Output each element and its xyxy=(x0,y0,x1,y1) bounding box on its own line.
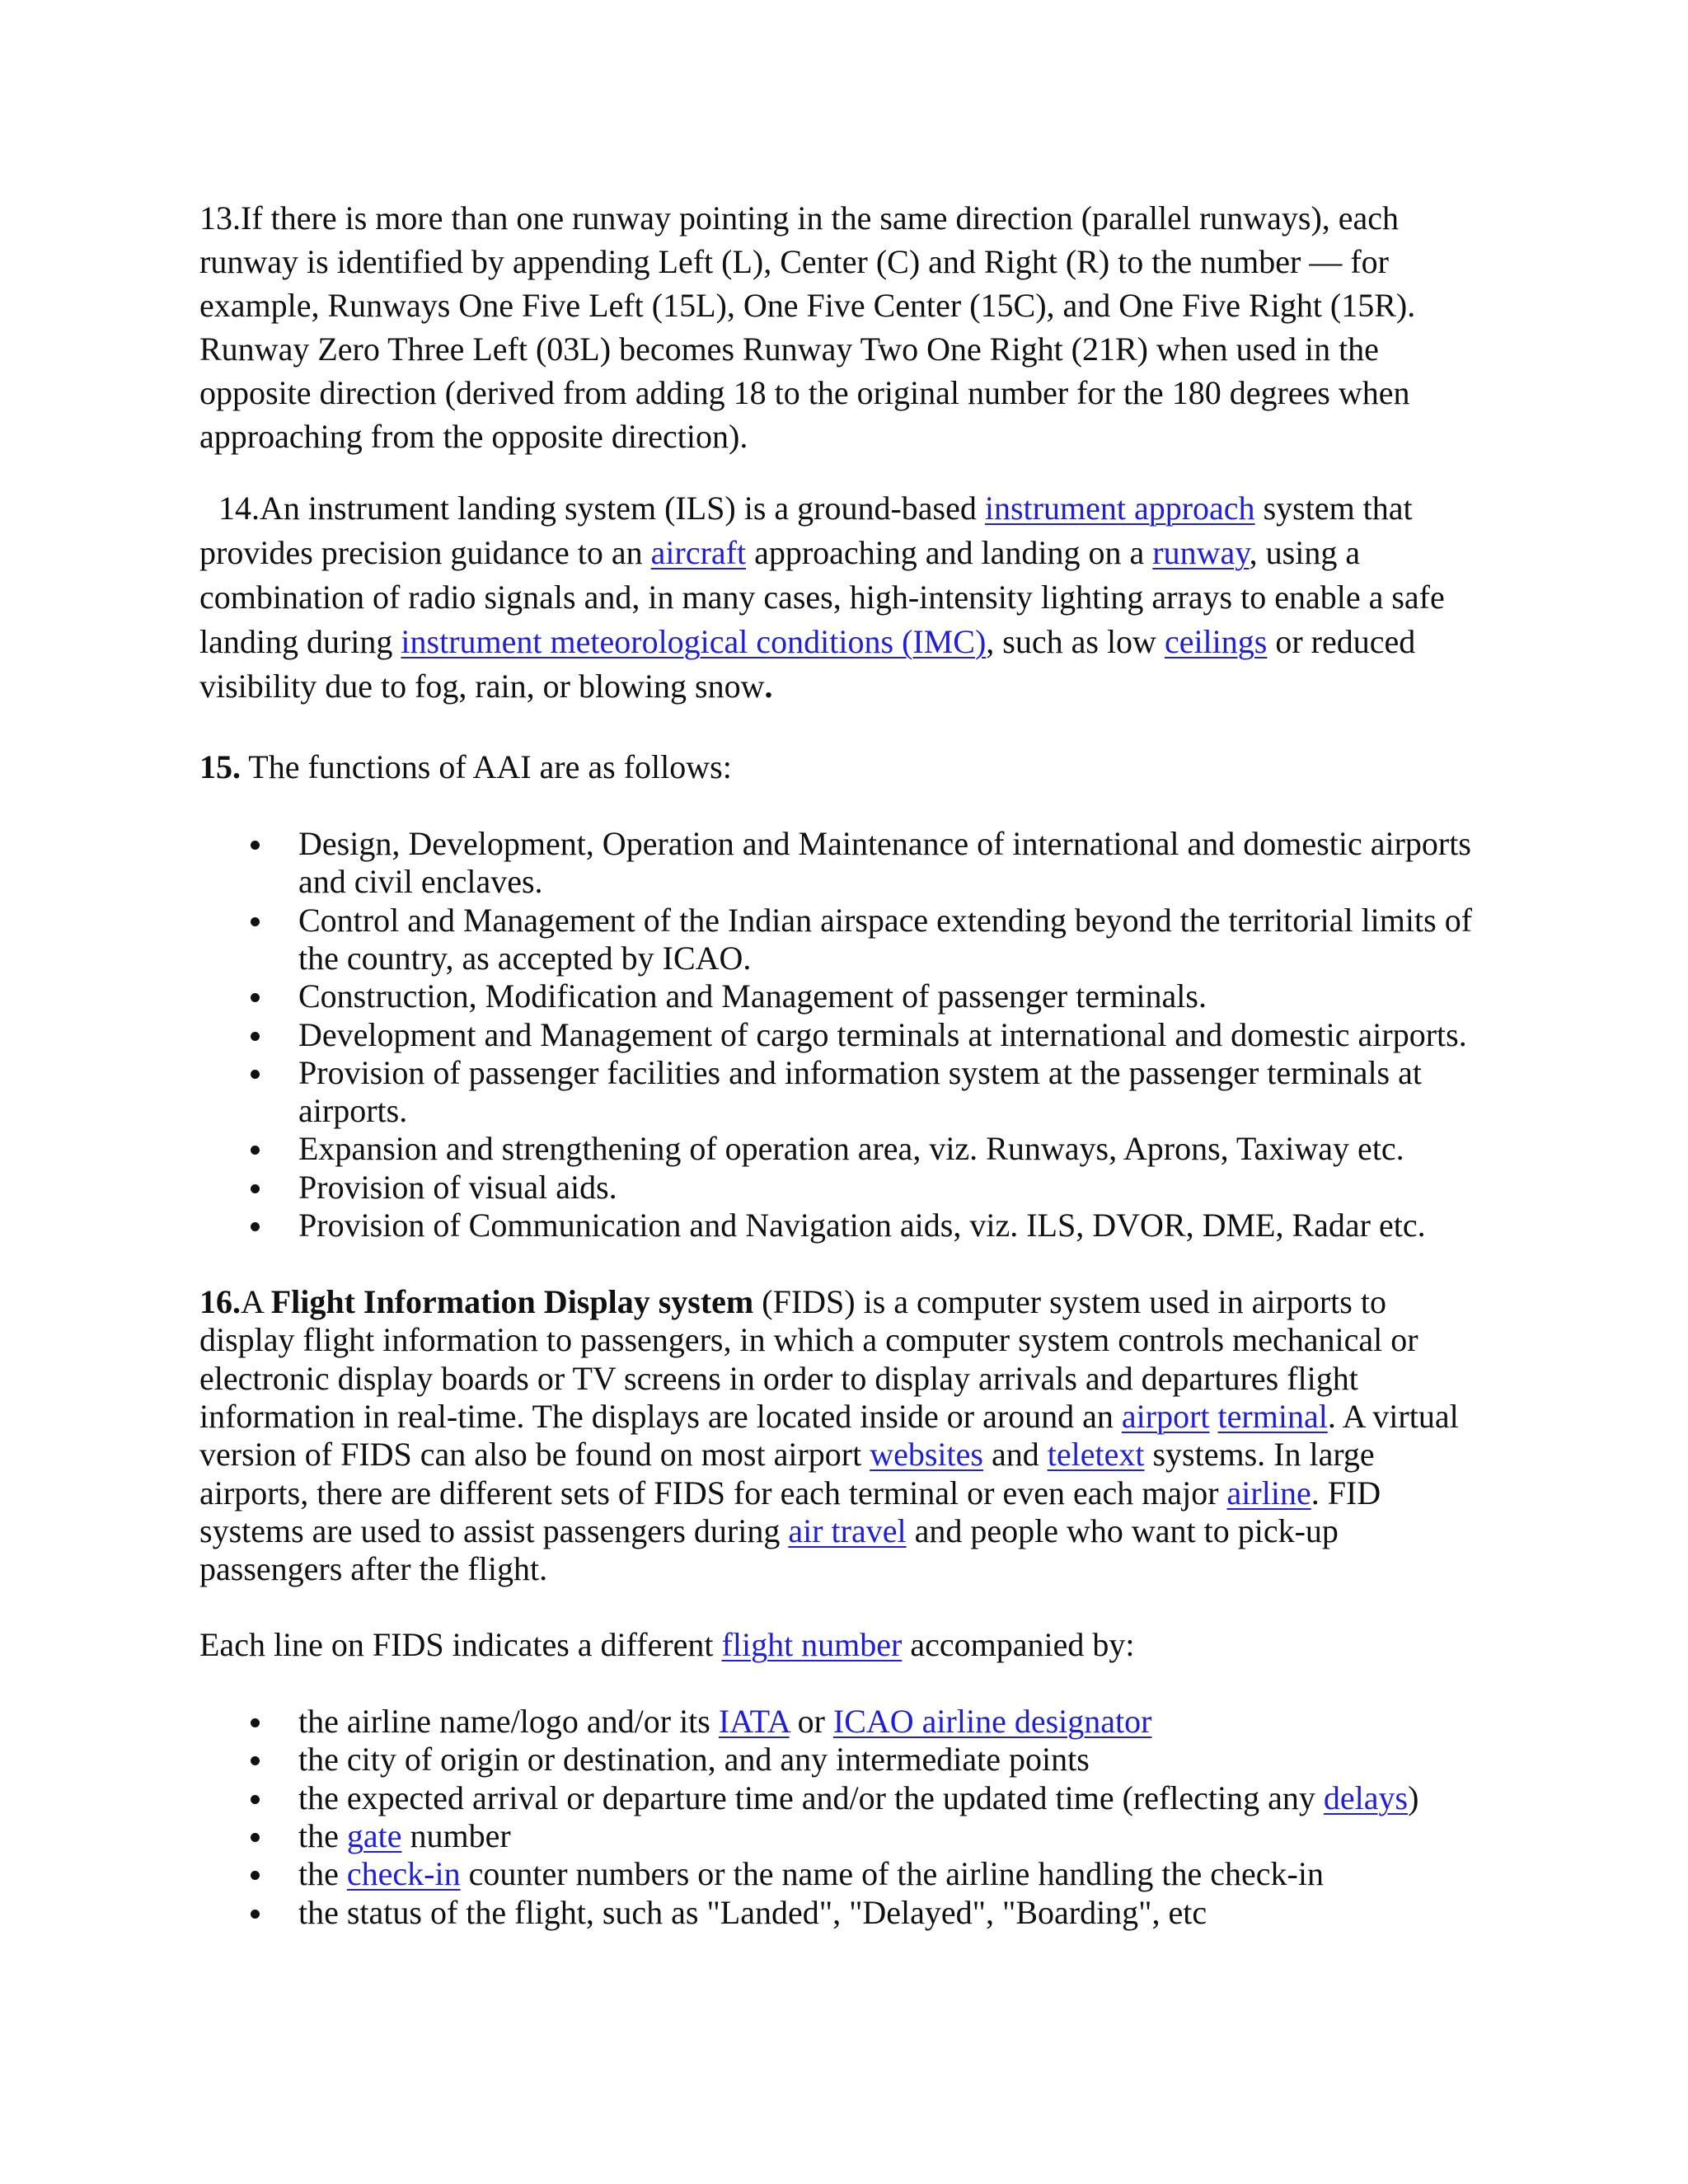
text-line xyxy=(199,1282,1386,1322)
text-run: Control and Management of the Indian airspace extending beyond the territorial limits of xyxy=(298,901,1473,939)
text-line xyxy=(199,1474,1381,1513)
bullet-icon xyxy=(251,1070,260,1079)
text-run: airports. xyxy=(298,1092,408,1130)
bold-text: . xyxy=(764,668,773,705)
text-run: (FIDS) is a computer system used in airports to xyxy=(753,1283,1386,1320)
link-air-travel[interactable]: air travel xyxy=(788,1511,907,1549)
text-line xyxy=(199,417,748,457)
text-line xyxy=(199,533,1360,573)
link-websites[interactable]: websites xyxy=(870,1436,983,1474)
text-line xyxy=(199,1397,1459,1436)
text-run: Runway Zero Three Left (03L) becomes Runway Two One Right (21R) when used in the xyxy=(199,330,1379,368)
text-run: A xyxy=(241,1283,271,1320)
text-line xyxy=(199,1359,1358,1399)
list-item-line xyxy=(298,824,1471,864)
text-run: The functions of AAI are as follows: xyxy=(241,748,732,785)
text-line xyxy=(199,667,773,706)
text-run: systems are used to assist passengers during xyxy=(199,1511,789,1549)
text-run: or xyxy=(789,1703,833,1740)
bullet-icon xyxy=(251,1184,260,1193)
list-item-line xyxy=(298,901,1472,940)
text-run: the airline name/logo and/or its xyxy=(298,1703,719,1740)
bullet-icon xyxy=(251,841,260,850)
text-run: or reduced xyxy=(1267,623,1416,660)
bullet-icon xyxy=(251,1222,260,1231)
list-item-line xyxy=(298,1206,1426,1245)
bold-text: 15. xyxy=(199,748,241,785)
link-check-in[interactable]: check-in xyxy=(346,1855,461,1893)
text-run: the xyxy=(298,1816,347,1854)
text-run: , such as low xyxy=(986,623,1165,660)
bullet-icon xyxy=(251,917,260,926)
text-line xyxy=(199,286,1415,326)
link-terminal[interactable]: terminal xyxy=(1217,1397,1328,1435)
link-instrument-approach[interactable]: instrument approach xyxy=(984,490,1255,527)
text-run: the city of origin or destination, and any intermediate points xyxy=(298,1741,1090,1779)
list-item-line xyxy=(298,977,1207,1016)
text-run: the status of the flight, such as "Landed", "Delayed", "Boarding", etc xyxy=(298,1893,1207,1931)
text-run: system that xyxy=(1254,490,1413,527)
text-run: 14.An instrument landing system (ILS) is a ground-based xyxy=(218,490,985,527)
text-run: . FID xyxy=(1311,1474,1381,1511)
text-run: Each line on FIDS indicates a different xyxy=(199,1626,722,1663)
list-item-line xyxy=(298,1816,511,1856)
text-line xyxy=(199,622,1415,662)
bullet-icon xyxy=(251,1833,260,1842)
link-delays[interactable]: delays xyxy=(1323,1779,1409,1816)
text-line xyxy=(199,373,1409,413)
text-run: display flight information to passengers, in which a computer system controls mechanical or xyxy=(199,1321,1418,1359)
text-run xyxy=(1210,1398,1218,1435)
bullet-icon xyxy=(251,1910,260,1919)
text-run: and people who want to pick-up xyxy=(906,1511,1339,1549)
text-run: and civil enclaves. xyxy=(298,863,543,901)
link-instrument-meteorological-conditions-imc[interactable]: instrument meteorological conditions (IMC) xyxy=(401,623,987,660)
text-line xyxy=(199,1549,547,1589)
link-teletext[interactable]: teletext xyxy=(1047,1436,1145,1474)
text-line xyxy=(199,748,732,787)
text-run: approaching from the opposite direction). xyxy=(199,418,748,455)
list-item-line xyxy=(298,1053,1422,1093)
text-line xyxy=(199,1511,1339,1551)
text-run: Provision of visual aids. xyxy=(298,1168,617,1206)
text-run: and xyxy=(982,1436,1048,1474)
text-run: number xyxy=(401,1816,511,1854)
text-run: visibility due to fog, rain, or blowing snow xyxy=(199,668,765,705)
list-item-line xyxy=(298,1893,1207,1933)
text-run: 13.If there is more than one runway pointing in the same direction (parallel runways), each xyxy=(199,199,1400,237)
text-line xyxy=(199,578,1445,617)
text-run: landing during xyxy=(199,623,401,660)
link-ceilings[interactable]: ceilings xyxy=(1164,623,1268,660)
text-run: . A virtual xyxy=(1327,1397,1459,1435)
text-run: approaching and landing on a xyxy=(746,534,1153,571)
text-run: systems. In large xyxy=(1144,1436,1375,1474)
link-airline[interactable]: airline xyxy=(1226,1474,1311,1511)
list-item-line xyxy=(298,1702,1151,1741)
list-item-line xyxy=(298,1740,1090,1779)
bullet-icon xyxy=(251,1871,260,1880)
bullet-icon xyxy=(251,993,260,1002)
text-line xyxy=(199,242,1389,282)
text-run: example, Runways One Five Left (15L), One Five Center (15C), and One Five Right (15R). xyxy=(199,287,1416,324)
text-line xyxy=(218,489,1413,528)
text-line xyxy=(199,1320,1418,1360)
text-run: Development and Management of cargo terminals at international and domestic airports. xyxy=(298,1015,1467,1053)
text-run: electronic display boards or TV screens in order to display arrivals and departures flight xyxy=(199,1359,1358,1397)
text-run: Provision of passenger facilities and information system at the passenger terminals at xyxy=(298,1053,1422,1091)
link-iata[interactable]: IATA xyxy=(718,1703,790,1740)
text-run: Expansion and strengthening of operation area, viz. Runways, Aprons, Taxiway etc. xyxy=(298,1130,1404,1168)
bold-text: 16. xyxy=(199,1283,241,1320)
text-run: the country, as accepted by ICAO. xyxy=(298,939,752,977)
text-run: provides precision guidance to an xyxy=(199,534,651,571)
link-icao-airline-designator[interactable]: ICAO airline designator xyxy=(832,1703,1152,1740)
text-run: Construction, Modification and Management of passenger terminals. xyxy=(298,977,1207,1015)
text-run: opposite direction (derived from adding 18 to the original number for the 180 degrees when xyxy=(199,374,1410,411)
text-run: combination of radio signals and, in many cases, high-intensity lighting arrays to enable a safe xyxy=(199,579,1445,616)
bullet-icon xyxy=(251,1146,260,1155)
list-item-line xyxy=(298,1779,1418,1818)
text-run: , using a xyxy=(1249,534,1361,571)
text-run: the xyxy=(298,1855,347,1893)
text-run: runway is identified by appending Left (L), Center (C) and Right (R) to the number — for xyxy=(199,243,1389,280)
bullet-icon xyxy=(251,1756,260,1765)
text-run: version of FIDS can also be found on most airport xyxy=(199,1436,870,1474)
text-run: Provision of Communication and Navigation aids, viz. ILS, DVOR, DME, Radar etc. xyxy=(298,1207,1426,1244)
list-item-line xyxy=(298,1091,407,1131)
text-run: information in real-time. The displays are located inside or around an xyxy=(199,1397,1122,1435)
list-item-line xyxy=(298,1854,1324,1894)
list-item-line xyxy=(298,1129,1404,1169)
list-item-line xyxy=(298,1168,617,1207)
link-runway[interactable]: runway xyxy=(1152,534,1250,571)
link-airport[interactable]: airport xyxy=(1121,1397,1210,1435)
text-run: the expected arrival or departure time and/or the updated time (reflecting any xyxy=(298,1779,1324,1816)
bullet-icon xyxy=(251,1032,260,1041)
link-aircraft[interactable]: aircraft xyxy=(650,534,747,571)
bullet-icon xyxy=(251,1795,260,1804)
bold-text: Flight Information Display system xyxy=(270,1283,754,1320)
link-gate[interactable]: gate xyxy=(346,1816,402,1854)
text-run: Design, Development, Operation and Maintenance of international and domestic airports xyxy=(298,825,1471,862)
text-run: airports, there are different sets of FIDS for each terminal or even each major xyxy=(199,1474,1227,1511)
text-line xyxy=(199,199,1399,238)
list-item-line xyxy=(298,862,543,902)
text-line xyxy=(199,1435,1375,1474)
link-flight-number[interactable]: flight number xyxy=(721,1626,903,1663)
text-run: accompanied by: xyxy=(902,1626,1135,1663)
text-line xyxy=(199,1625,1134,1665)
text-run: passengers after the flight. xyxy=(199,1550,548,1588)
bullet-icon xyxy=(251,1718,260,1727)
text-line xyxy=(199,330,1379,369)
text-run: ) xyxy=(1408,1779,1419,1816)
list-item-line xyxy=(298,939,751,978)
list-item-line xyxy=(298,1015,1467,1055)
text-run: counter numbers or the name of the airline handling the check-in xyxy=(460,1855,1324,1893)
